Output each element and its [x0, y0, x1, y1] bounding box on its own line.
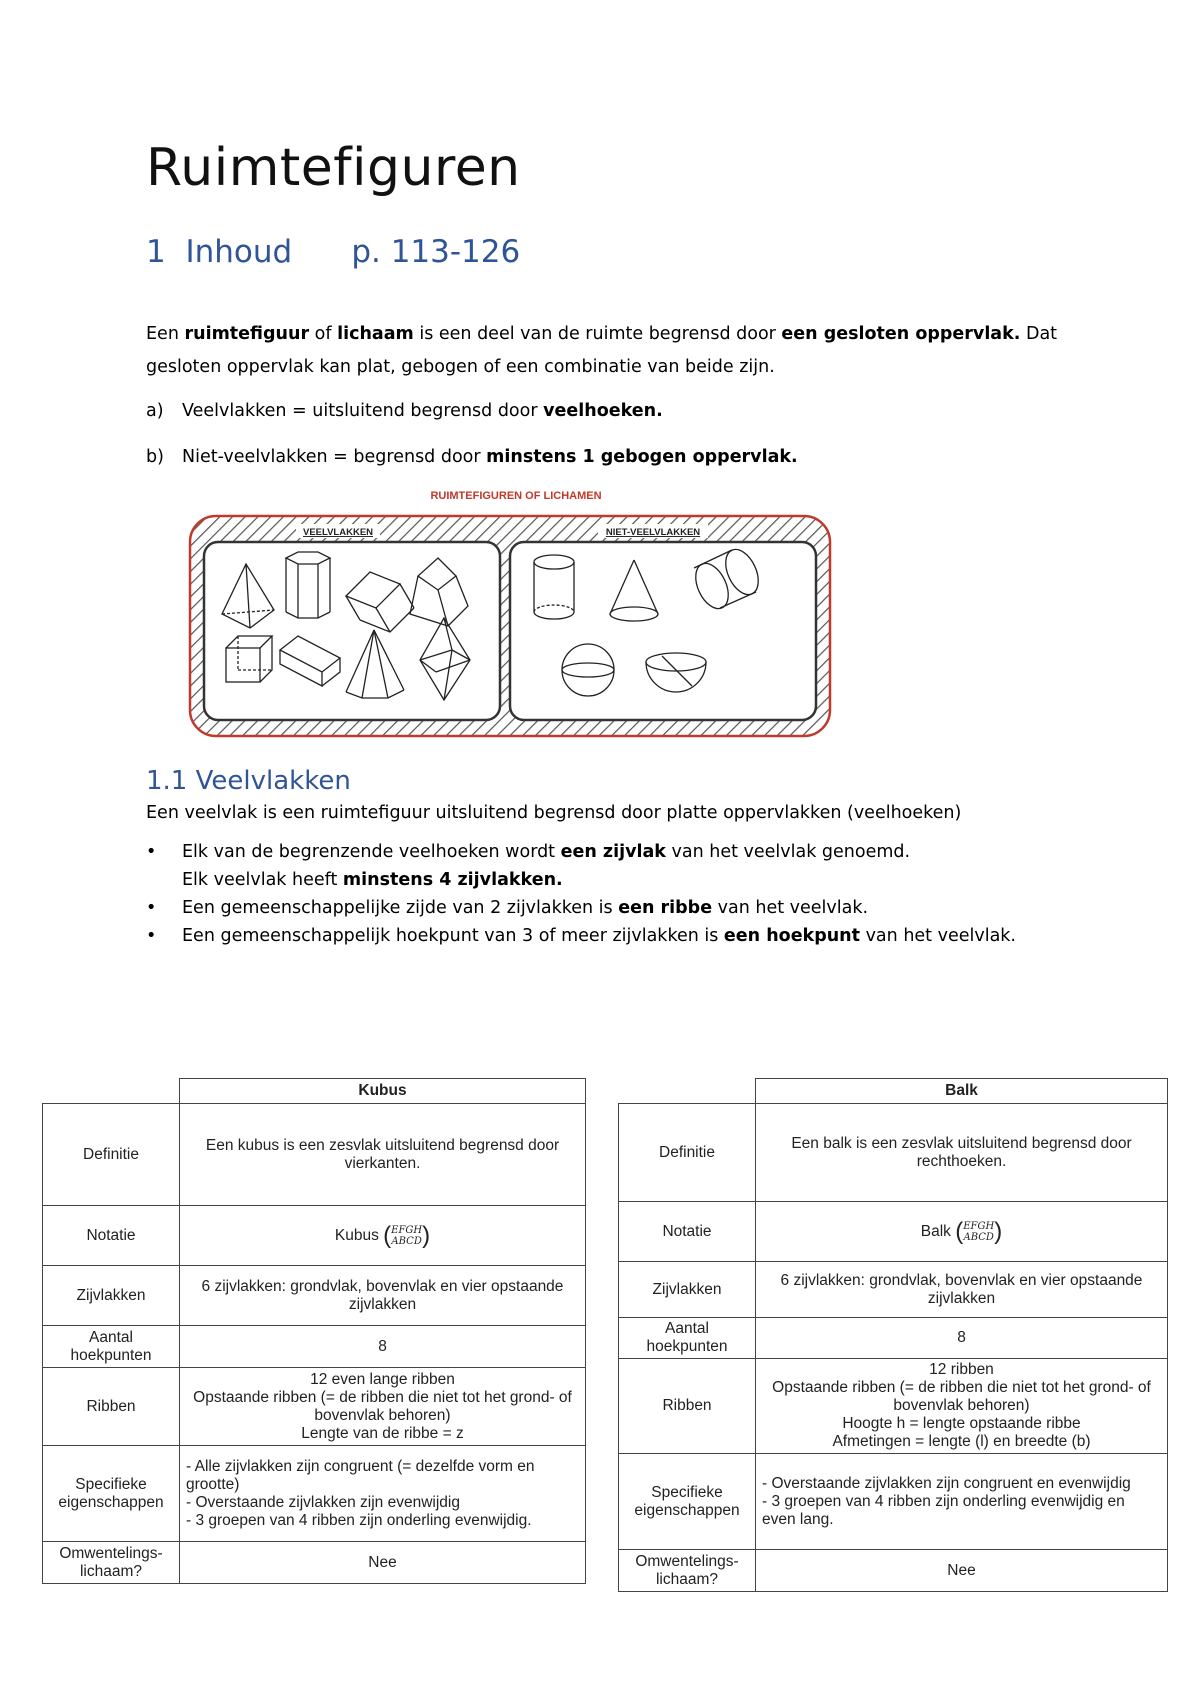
specifiek-label: Specifieke eigenschappen	[619, 1454, 756, 1550]
notatie-name: Kubus	[334, 1226, 379, 1244]
list-marker: b)	[146, 447, 164, 467]
bullet-text: Een gemeenschappelijke zijde van 2 zijvlakken is	[182, 898, 619, 918]
section-heading-inhoud	[146, 234, 520, 270]
bullet-text: van het veelvlak genoemd.	[665, 842, 911, 862]
specifiek-line: - Overstaande zijvlakken zijn evenwijdig	[186, 1493, 460, 1511]
balk-zijvlakken: 6 zijvlakken: grondvlak, bovenvlak en vier opstaande zijvlakken	[756, 1262, 1168, 1318]
page-title: Ruimtefiguren	[146, 138, 521, 198]
intro-paragraph	[146, 318, 1066, 384]
specifiek-line: - 3 groepen van 4 ribben zijn onderling evenwijdig.	[186, 1511, 532, 1529]
ribben-line: Opstaande ribben (= de ribben die niet tot het grond- of bovenvlak behoren)	[772, 1379, 1151, 1414]
kubus-ribben	[180, 1368, 586, 1446]
bullet-zijvlak	[146, 838, 1016, 894]
bullet-text: van het veelvlak.	[860, 926, 1016, 946]
balk-omwenteling: Nee	[756, 1550, 1168, 1592]
list-item-a	[146, 398, 663, 424]
specifiek-line: - 3 groepen van 4 ribben zijn onderling evenwijdig en even lang.	[762, 1492, 1125, 1528]
definitie-label: Definitie	[619, 1104, 756, 1202]
balk-specifiek	[756, 1454, 1168, 1550]
subsection-heading-veelvlakken: 1.1 Veelvlakken	[146, 766, 351, 796]
kubus-definitie: Een kubus is een zesvlak uitsluitend begrensd door vierkanten.	[180, 1104, 586, 1206]
notatie-top: EFGH	[963, 1220, 995, 1232]
balk-hoekpunten: 8	[756, 1318, 1168, 1359]
list-item-b	[146, 444, 798, 470]
corner-cell	[619, 1079, 756, 1104]
kubus-table	[42, 1078, 586, 1584]
omwenteling-label: Omwentelings-lichaam?	[619, 1550, 756, 1592]
balk-header: Balk	[756, 1079, 1168, 1104]
specifiek-line: - Overstaande zijvlakken zijn congruent en evenwijdig	[762, 1474, 1131, 1492]
kubus-header: Kubus	[180, 1079, 586, 1104]
bullet-text: Elk van de begrenzende veelhoeken wordt	[182, 842, 561, 862]
bullet-bold: een zijvlak	[560, 842, 666, 862]
specifiek-label: Specifieke eigenschappen	[43, 1446, 180, 1542]
ribben-line: 12 even lange ribben	[310, 1370, 455, 1388]
veelvlak-bullets	[146, 838, 1016, 950]
intro-bold-2: lichaam	[337, 324, 414, 344]
figure-title: RUIMTEFIGUREN OF LICHAMEN	[430, 490, 602, 502]
intro-bold-3: een gesloten oppervlak.	[781, 324, 1021, 344]
bullet-dot-icon: •	[146, 842, 157, 862]
omwenteling-label: Omwentelings-lichaam?	[43, 1542, 180, 1584]
zijvlakken-label: Zijvlakken	[619, 1262, 756, 1318]
kubus-hoekpunten: 8	[180, 1326, 586, 1368]
solids-figure	[186, 486, 842, 740]
polyhedra-label: VEELVLAKKEN	[302, 527, 374, 538]
bullet-bold: minstens 4 zijvlakken.	[342, 870, 563, 890]
notatie-top: EFGH	[391, 1224, 423, 1236]
section-pages: p. 113-126	[351, 234, 521, 270]
definitie-label: Definitie	[43, 1104, 180, 1206]
kubus-zijvlakken: 6 zijvlakken: grondvlak, bovenvlak en vier opstaande zijvlakken	[180, 1266, 586, 1326]
bullet-ribbe	[146, 894, 1016, 922]
kubus-omwenteling: Nee	[180, 1542, 586, 1584]
notatie-bottom: ABCD	[963, 1231, 994, 1243]
list-bold: minstens 1 gebogen oppervlak.	[486, 447, 798, 467]
ribben-line: Lengte van de ribbe = z	[301, 1424, 464, 1442]
list-text: Niet-veelvlakken = begrensd door	[182, 447, 487, 467]
bullet-text: Elk veelvlak heeft	[182, 870, 343, 890]
ribben-label: Ribben	[619, 1359, 756, 1454]
bullet-text: Een gemeenschappelijk hoekpunt van 3 of meer zijvlakken is	[182, 926, 724, 946]
bullet-bold: een ribbe	[618, 898, 713, 918]
balk-definitie: Een balk is een zesvlak uitsluitend begrensd door rechthoeken.	[756, 1104, 1168, 1202]
zijvlakken-label: Zijvlakken	[43, 1266, 180, 1326]
veelvlak-definition: Een veelvlak is een ruimtefiguur uitsluitend begrensd door platte oppervlakken (veelhoeken)	[146, 803, 962, 823]
bullet-text: van het veelvlak.	[712, 898, 869, 918]
list-text: Veelvlakken = uitsluitend begrensd door	[182, 401, 544, 421]
balk-notatie: Balk (EFGH ABCD)	[756, 1202, 1168, 1262]
ribben-line: Hoogte h = lengte opstaande ribbe	[842, 1415, 1081, 1432]
intro-bold-1: ruimtefiguur	[184, 324, 310, 344]
list-marker: a)	[146, 401, 164, 421]
section-title: Inhoud	[185, 234, 293, 270]
corner-cell	[43, 1079, 180, 1104]
specifiek-line: - Alle zijvlakken zijn congruent (= dezelfde vorm en grootte)	[186, 1457, 535, 1493]
kubus-notatie: Kubus (EFGH ABCD)	[180, 1206, 586, 1266]
notatie-name: Balk	[920, 1222, 951, 1240]
notatie-fraction	[963, 1221, 994, 1243]
bullet-dot-icon: •	[146, 898, 157, 918]
hoekpunten-label: Aantal hoekpunten	[43, 1326, 180, 1368]
list-bold: veelhoeken.	[543, 401, 663, 421]
notatie-bottom: ABCD	[391, 1235, 422, 1247]
ribben-line: Opstaande ribben (= de ribben die niet tot het grond- of bovenvlak behoren)	[193, 1388, 572, 1424]
ribben-line: 12 ribben	[929, 1361, 994, 1378]
balk-table	[618, 1078, 1168, 1592]
notatie-fraction	[391, 1225, 422, 1247]
ribben-label: Ribben	[43, 1368, 180, 1446]
intro-text-2: of	[309, 324, 338, 344]
bullet-dot-icon: •	[146, 926, 157, 946]
hoekpunten-label: Aantal hoekpunten	[619, 1318, 756, 1359]
notatie-label: Notatie	[619, 1202, 756, 1262]
section-number: 1	[146, 234, 166, 270]
non-polyhedra-label: NIET-VEELVLAKKEN	[605, 527, 701, 538]
notatie-label: Notatie	[43, 1206, 180, 1266]
intro-text-3: is een deel van de ruimte begrensd door	[413, 324, 782, 344]
ribben-line: Afmetingen = lengte (l) en breedte (b)	[832, 1433, 1091, 1450]
balk-ribben	[756, 1359, 1168, 1454]
intro-text-1: Een	[146, 324, 185, 344]
bullet-bold: een hoekpunt	[723, 926, 861, 946]
bullet-hoekpunt	[146, 922, 1016, 950]
kubus-specifiek	[180, 1446, 586, 1542]
intro-text-4: Dat gesloten oppervlak kan plat, gebogen of een combinatie van beide zijn.	[146, 324, 1058, 377]
